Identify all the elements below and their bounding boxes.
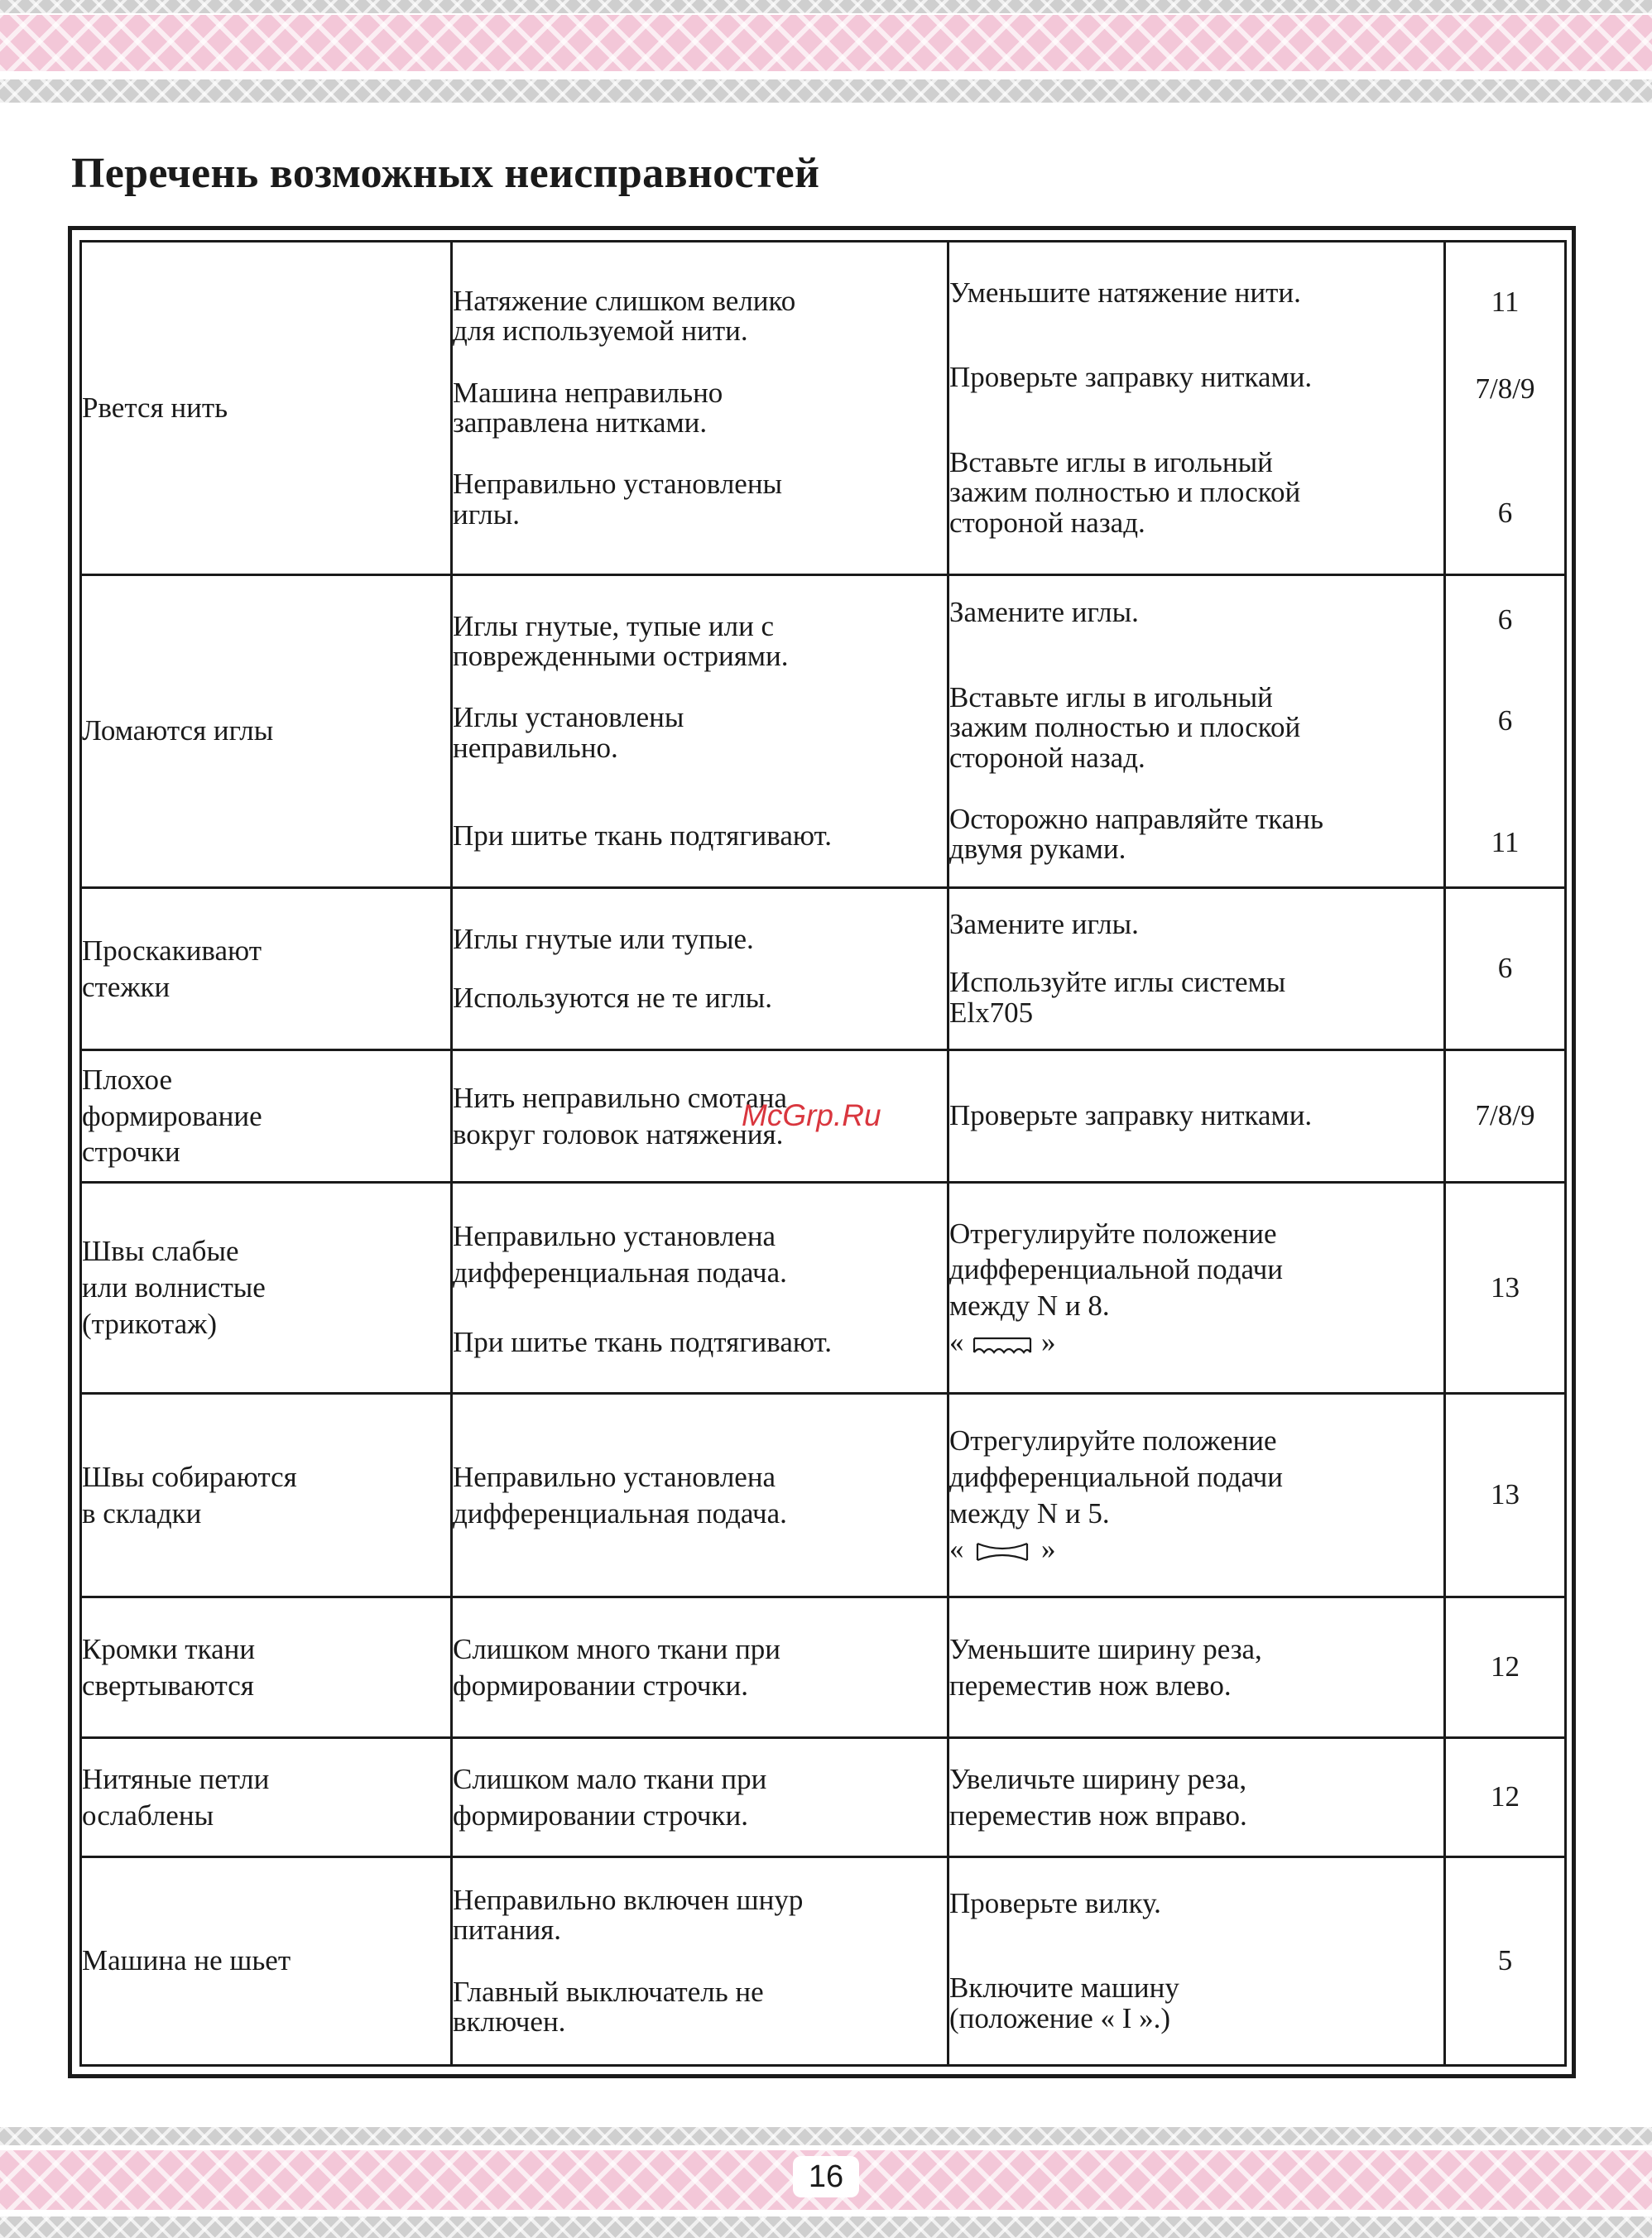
table-row	[81, 1738, 1566, 1857]
problem-cell: Швы собираются в складки	[81, 1394, 452, 1597]
feed-symbol-line: « »	[949, 1325, 1056, 1358]
problem-cell: Рвется нить	[81, 242, 452, 575]
wavy-feed-icon	[971, 1333, 1034, 1357]
page-ref-cell: 6	[1445, 888, 1566, 1050]
page-ref-cell: 5	[1445, 1857, 1566, 2066]
cause-cell: Неправильно включен шнур питания. Главный выключатель не включен.	[452, 1857, 948, 2066]
table-row	[81, 1597, 1566, 1738]
problem-cell: Ломаются иглы	[81, 575, 452, 888]
page-ref-cell: 11 7/8/9 6	[1445, 242, 1566, 575]
table-row	[81, 242, 1566, 575]
problem-cell: Швы слабые или волнистые (трикотаж)	[81, 1183, 452, 1394]
table-row	[81, 1183, 1566, 1394]
cause-cell: Иглы гнутые или тупые. Используются не те иглы.	[452, 888, 948, 1050]
watermark: McGrp.Ru	[742, 1098, 881, 1132]
problem-cell: Машина не шьет	[81, 1857, 452, 2066]
remedy-cell: Отрегулируйте положение дифференциальной подачи между N и 5. « »	[948, 1394, 1445, 1597]
page-title: Перечень возможных неисправностей	[71, 150, 820, 197]
cause-cell: Нить неправильно смотана вокруг головок натяжения.	[452, 1050, 948, 1183]
table-row	[81, 575, 1566, 888]
troubleshooting-table	[79, 240, 1567, 2067]
gather-feed-icon	[971, 1539, 1034, 1564]
remedy-cell: Уменьшите ширину реза, переместив нож влево.	[948, 1597, 1445, 1738]
page-number: 16	[793, 2156, 859, 2197]
cause-cell: Слишком много ткани при формировании строчки.	[452, 1597, 948, 1738]
top-band-pink-stripe	[0, 15, 1652, 71]
cause-cell: Неправильно установлена дифференциальная подача. При шитье ткань подтягивают.	[452, 1183, 948, 1394]
page-ref-cell: 7/8/9	[1445, 1050, 1566, 1183]
bottom-band-lower-grey-stripe	[0, 2216, 1652, 2238]
page-ref-cell: 13	[1445, 1183, 1566, 1394]
cause-cell: Натяжение слишком велико для используемой нити. Машина неправильно заправлена нитками. Неправильно установлены иглы.	[452, 242, 948, 575]
table-row	[81, 1857, 1566, 2066]
problem-cell: Плохое формирование строчки	[81, 1050, 452, 1183]
remedy-cell: Проверьте заправку нитками.	[948, 1050, 1445, 1183]
cause-cell: Слишком мало ткани при формировании строчки.	[452, 1738, 948, 1857]
cause-cell: Неправильно установлена дифференциальная подача.	[452, 1394, 948, 1597]
page-ref-cell: 12	[1445, 1597, 1566, 1738]
page-ref-cell: 12	[1445, 1738, 1566, 1857]
top-band-grey-stripe	[0, 0, 1652, 13]
feed-symbol-line: « »	[949, 1533, 1056, 1566]
remedy-cell: Проверьте вилку. Включите машину (положение « I ».)	[948, 1857, 1445, 2066]
remedy-cell: Увеличьте ширину реза, переместив нож вправо.	[948, 1738, 1445, 1857]
top-decorative-band	[0, 0, 1652, 106]
table-row	[81, 1394, 1566, 1597]
remedy-cell: Отрегулируйте положение дифференциальной подачи между N и 8. « »	[948, 1183, 1445, 1394]
remedy-cell: Уменьшите натяжение нити. Проверьте заправку нитками. Вставьте иглы в игольный зажим полностью и плоской стороной назад.	[948, 242, 1445, 575]
remedy-cell: Замените иглы. Вставьте иглы в игольный зажим полностью и плоской стороной назад. Осторожно направляйте ткань двумя руками.	[948, 575, 1445, 888]
top-band-lower-grey-stripe	[0, 79, 1652, 103]
page-ref-cell: 13	[1445, 1394, 1566, 1597]
page-ref-cell: 6 6 11	[1445, 575, 1566, 888]
cause-cell: Иглы гнутые, тупые или с поврежденными остриями. Иглы установлены неправильно. При шитье ткань подтягивают.	[452, 575, 948, 888]
problem-cell: Кромки ткани свертываются	[81, 1597, 452, 1738]
table-row	[81, 888, 1566, 1050]
problem-cell: Проскакивают стежки	[81, 888, 452, 1050]
bottom-band-grey-stripe	[0, 2127, 1652, 2145]
remedy-cell: Замените иглы. Используйте иглы системы Elx705	[948, 888, 1445, 1050]
problem-cell: Нитяные петли ослаблены	[81, 1738, 452, 1857]
